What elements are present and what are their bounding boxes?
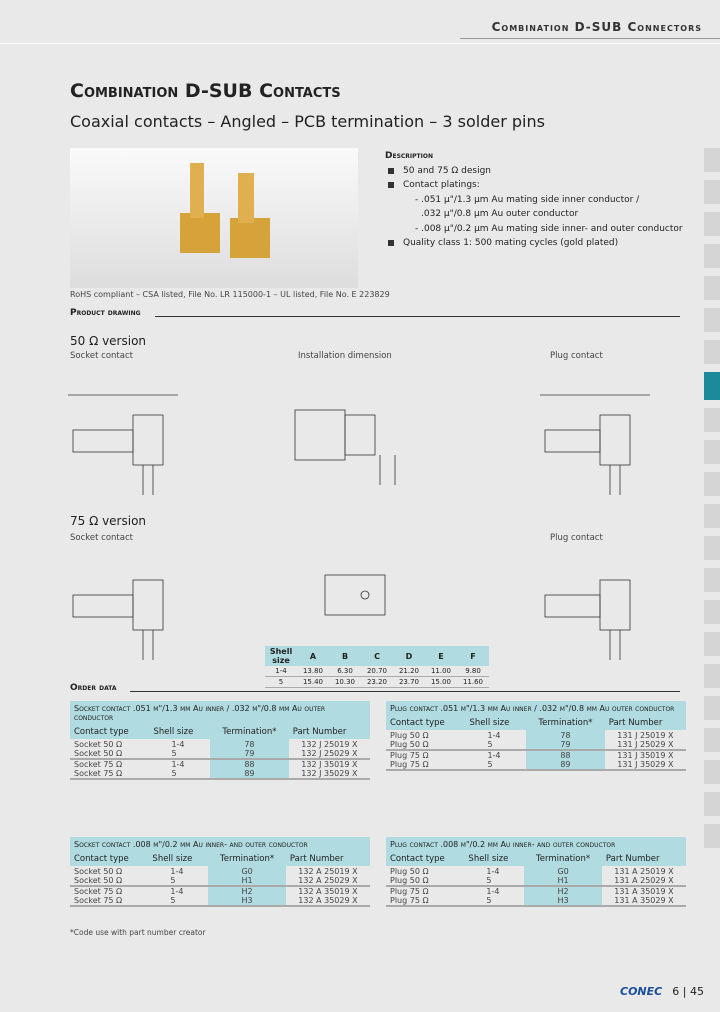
table-cell: 1-4	[149, 759, 210, 769]
table-cell: Socket 75 Ω	[70, 759, 149, 769]
table-cell: 132 A 25029 X	[298, 876, 358, 885]
table-cell: G0	[524, 866, 602, 876]
column-header: Contact type	[386, 716, 465, 730]
column-header: Termination*	[526, 716, 605, 730]
footnote: *Code use with part number creator	[70, 928, 206, 937]
description-item: - .051 µ"/1.3 µm Au mating side inner conductor /	[415, 194, 640, 205]
order-table	[70, 837, 370, 907]
dim-cell: 9.80	[457, 666, 489, 677]
column-header: Termination*	[524, 852, 602, 866]
table-cell: 5	[487, 740, 493, 749]
table-row	[70, 759, 370, 769]
description	[385, 149, 683, 251]
table-cell: H3	[524, 896, 602, 906]
table-cell: 78	[526, 730, 605, 740]
table-row	[70, 749, 370, 759]
table-cell: Socket 75 Ω	[70, 886, 148, 896]
table-cell: 5	[148, 896, 208, 906]
table-cell: Plug 75 Ω	[386, 750, 465, 760]
divider	[460, 38, 720, 39]
table-cell: Socket 75 Ω	[70, 769, 149, 779]
table-cell: 1-4	[465, 750, 526, 760]
table-cell: 89	[526, 760, 605, 770]
description-title: Description	[385, 151, 433, 161]
table-row	[386, 876, 686, 886]
column-header: Contact type	[70, 852, 148, 866]
order-table	[386, 837, 686, 907]
socket-75-drawing	[68, 560, 198, 680]
table-row	[386, 740, 686, 750]
table-row	[386, 896, 686, 906]
table-cell: 132 A 35019 X	[286, 886, 370, 896]
order-table	[70, 701, 370, 780]
table-cell: Socket 50 Ω	[74, 876, 123, 885]
table-row	[70, 739, 370, 749]
conec-logo: CONEC	[620, 985, 663, 998]
product-photo	[70, 148, 358, 288]
table-cell: H1	[208, 876, 286, 886]
header-title: Combination D-SUB Connectors	[491, 20, 702, 34]
column-header: Termination*	[208, 852, 286, 866]
description-item: .032 µ"/0.8 µm Au outer conductor	[421, 209, 579, 219]
section-product-drawing: Product drawing	[70, 308, 141, 318]
version-75: 75 Ω version	[70, 514, 147, 528]
table-cell: 1-4	[170, 866, 184, 876]
dim-row	[265, 666, 489, 677]
plug-75-drawing	[540, 560, 670, 680]
table-cell: 89	[210, 769, 289, 779]
dim-header: E	[425, 646, 457, 666]
table-cell: 5	[171, 749, 177, 758]
dim-cell: 20.70	[361, 666, 393, 677]
table-cell: 1-4	[171, 739, 185, 749]
description-item: 50 and 75 Ω design	[385, 164, 683, 179]
table-cell: 1-4	[148, 886, 208, 896]
table-cell: 88	[210, 759, 289, 769]
table-cell: 131 A 35019 X	[602, 886, 686, 896]
table-cell: Socket 75 Ω	[70, 896, 148, 906]
dim-header: F	[457, 646, 489, 666]
order-table-caption: Socket contact .008 µ"/0.2 µm Au inner- and outer conductor	[70, 837, 370, 852]
table-cell: 131 J 35029 X	[605, 760, 686, 770]
page-title: Combination D-SUB Contacts	[70, 80, 341, 102]
installation-drawing	[290, 400, 420, 500]
table-cell: 132 J 25029 X	[301, 749, 358, 758]
dim-row	[265, 677, 489, 688]
dim-cell: 11.00	[425, 666, 457, 677]
table-cell: Plug 50 Ω	[390, 876, 429, 885]
table-cell: Plug 75 Ω	[386, 896, 464, 906]
dim-header: B	[329, 646, 361, 666]
table-cell: 131 A 35029 X	[602, 896, 686, 906]
column-header: Part Number	[289, 725, 370, 739]
table-cell: Plug 50 Ω	[390, 740, 429, 749]
socket-50-drawing	[68, 390, 198, 510]
dim-cell: 11.60	[457, 677, 489, 688]
description-item: - .008 µ"/0.2 µm Au mating side inner- and outer conductor	[415, 223, 683, 234]
column-header: Termination*	[210, 725, 289, 739]
table-row	[70, 876, 370, 886]
dim-cell: 23.20	[361, 677, 393, 688]
table-cell: Plug 50 Ω	[390, 866, 429, 876]
order-table-caption: Plug contact .051 µ"/1.3 µm Au inner / .032 µ"/0.8 µm Au outer conductor	[386, 701, 686, 716]
table-cell: 1-4	[464, 886, 524, 896]
table-cell: Plug 75 Ω	[386, 886, 464, 896]
pcb-layout-drawing	[320, 565, 400, 635]
table-cell: H3	[208, 896, 286, 906]
column-header: Part Number	[286, 852, 370, 866]
table-cell: 1-4	[487, 730, 501, 740]
table-cell: Socket 50 Ω	[74, 866, 123, 876]
table-cell: Plug 75 Ω	[386, 760, 465, 770]
rohs-note: RoHS compliant – CSA listed, File No. LR 115000-1 – UL listed, File No. E 223829	[70, 290, 390, 299]
table-cell: G0	[208, 866, 286, 876]
table-cell: Socket 50 Ω	[74, 749, 123, 758]
order-table-caption: Plug contact .008 µ"/0.2 µm Au inner- and outer conductor	[386, 837, 686, 852]
dim-cell: 21.20	[393, 666, 425, 677]
table-cell: 5	[465, 760, 526, 770]
page-number: 6 | 45	[672, 985, 704, 998]
table-cell: H1	[524, 876, 602, 886]
table-cell: 131 J 25019 X	[617, 730, 674, 740]
dim-header: D	[393, 646, 425, 666]
table-cell: 1-4	[486, 866, 500, 876]
table-cell: 131 J 25029 X	[617, 740, 674, 749]
table-cell: 131 A 25019 X	[614, 866, 674, 876]
column-header: Shell size	[464, 852, 524, 866]
table-cell: 132 J 35019 X	[289, 759, 370, 769]
dimension-table	[265, 646, 489, 688]
table-cell: 132 A 35029 X	[286, 896, 370, 906]
table-cell: 132 A 25019 X	[298, 866, 358, 876]
description-item: Quality class 1: 500 mating cycles (gold plated)	[385, 236, 683, 251]
table-cell: 5	[170, 876, 176, 885]
description-item: Contact platings:	[385, 178, 683, 193]
dim-cell: 6.30	[329, 666, 361, 677]
dim-cell: 1-4	[265, 666, 297, 677]
table-row	[70, 866, 370, 876]
contacts-illustration	[70, 148, 358, 288]
table-cell: 78	[210, 739, 289, 749]
socket-label: Socket contact	[70, 351, 133, 361]
install-label: Installation dimension	[298, 351, 392, 361]
table-row	[386, 866, 686, 876]
divider	[130, 691, 680, 692]
column-header: Shell size	[465, 716, 526, 730]
column-header: Contact type	[70, 725, 149, 739]
page-subtitle: Coaxial contacts – Angled – PCB termination – 3 solder pins	[70, 112, 545, 131]
table-cell: 5	[464, 896, 524, 906]
dim-cell: 15.00	[425, 677, 457, 688]
plug-50-drawing	[540, 390, 670, 510]
order-table	[386, 701, 686, 771]
table-row	[386, 886, 686, 896]
table-cell: Socket 50 Ω	[74, 739, 123, 749]
column-header: Contact type	[386, 852, 464, 866]
dim-cell: 23.70	[393, 677, 425, 688]
table-row	[386, 760, 686, 770]
table-cell: H2	[524, 886, 602, 896]
table-cell: 132 J 25019 X	[301, 739, 358, 749]
plug-label: Plug contact	[550, 533, 603, 543]
dim-cell: 10.30	[329, 677, 361, 688]
table-row	[386, 730, 686, 740]
column-header: Part Number	[602, 852, 686, 866]
version-50: 50 Ω version	[70, 334, 147, 348]
table-row	[386, 750, 686, 760]
table-cell: H2	[208, 886, 286, 896]
table-row	[70, 896, 370, 906]
table-cell: 131 J 35019 X	[605, 750, 686, 760]
chapter-tabs	[704, 148, 720, 856]
section-order-data: Order data	[70, 683, 117, 693]
table-cell: 5	[486, 876, 492, 885]
table-row	[70, 886, 370, 896]
table-cell: Plug 50 Ω	[390, 730, 429, 740]
divider	[155, 316, 680, 317]
table-cell: 79	[210, 749, 289, 759]
column-header: Part Number	[605, 716, 686, 730]
table-row	[70, 769, 370, 779]
table-cell: 88	[526, 750, 605, 760]
table-cell: 131 A 25029 X	[614, 876, 674, 885]
order-table-caption: Socket contact .051 µ"/1.3 µm Au inner / .032 µ"/0.8 µm Au outer conductor	[70, 701, 370, 725]
table-cell: 132 J 35029 X	[289, 769, 370, 779]
socket-label: Socket contact	[70, 533, 133, 543]
dim-cell: 13.80	[297, 666, 329, 677]
table-cell: 5	[149, 769, 210, 779]
dim-cell: 5	[265, 677, 297, 688]
column-header: Shell size	[148, 852, 208, 866]
dim-header: A	[297, 646, 329, 666]
plug-label: Plug contact	[550, 351, 603, 361]
table-cell: 79	[526, 740, 605, 750]
column-header: Shell size	[149, 725, 210, 739]
dim-header: C	[361, 646, 393, 666]
dim-cell: 15.40	[297, 677, 329, 688]
dim-header: Shell size	[265, 646, 297, 666]
